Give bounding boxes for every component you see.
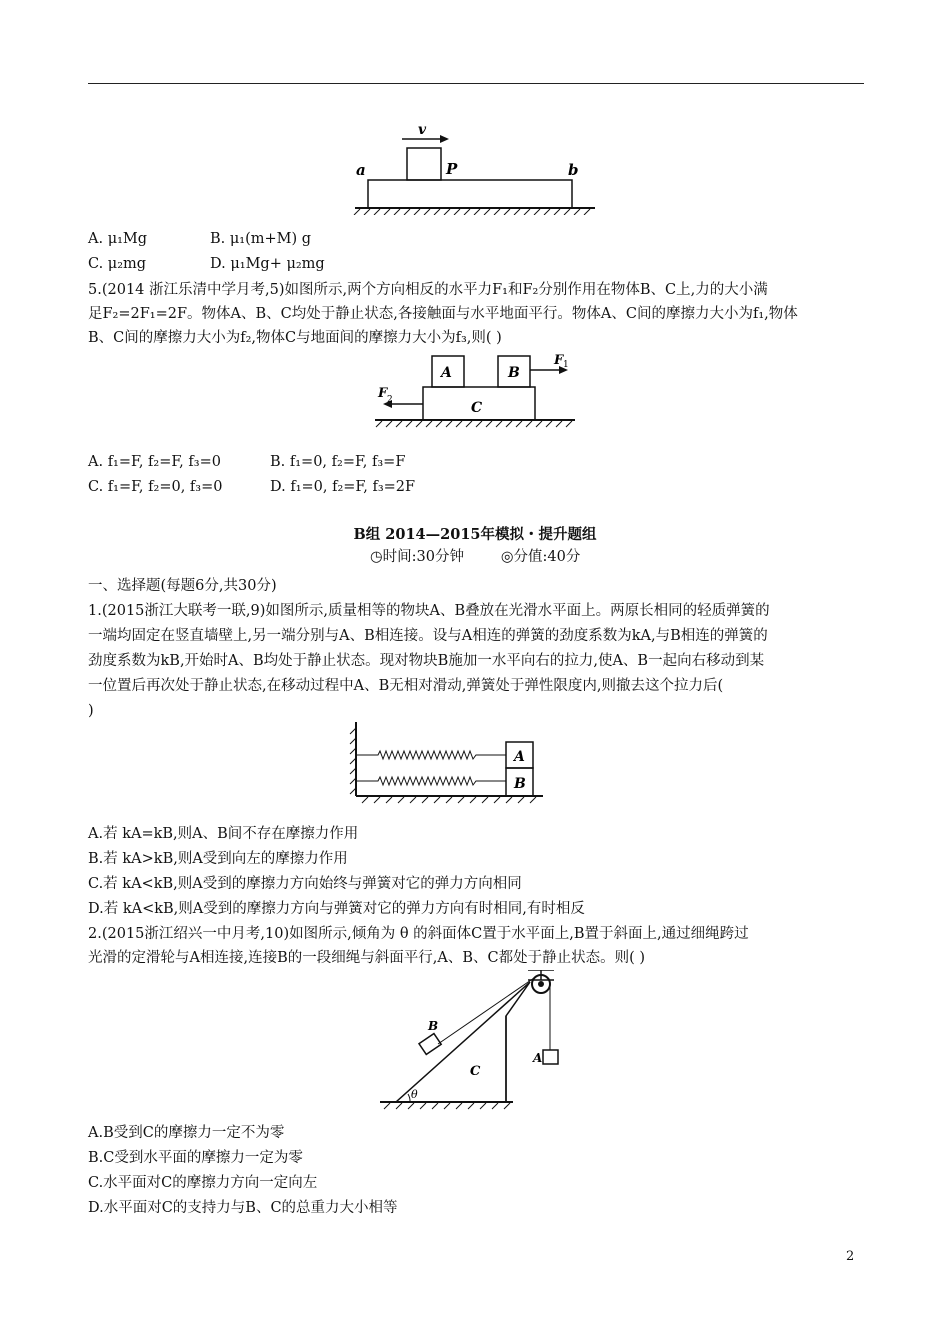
label-c: C	[471, 400, 483, 416]
q1-option-b: B.若 kA>kB,则A受到向左的摩擦力作用	[88, 851, 348, 867]
q1-option-a: A.若 kA=kB,则A、B间不存在摩擦力作用	[88, 826, 359, 842]
label-c: C	[470, 1064, 481, 1079]
q1-line-3: 劲度系数为kB,开始时A、B均处于静止状态。现对物块B施加一水平向右的拉力,使A、B一起向右移动到某	[88, 653, 765, 669]
block-a	[543, 1050, 558, 1064]
page-number: 2	[846, 1249, 855, 1264]
q5-option-b: B. f₁=0, f₂=F, f₃=F	[270, 454, 406, 470]
header-rule	[88, 83, 864, 84]
figure-springs	[348, 720, 548, 805]
label-a: A	[514, 749, 525, 765]
block-b	[419, 1034, 441, 1055]
q4-option-c: C. μ₂mg	[88, 256, 147, 272]
label-b: b	[568, 161, 579, 179]
spring-a	[356, 751, 506, 759]
label-a: A	[441, 365, 452, 381]
q2-option-d: D.水平面对C的支持力与B、C的总重力大小相等	[88, 1200, 398, 1216]
q2-option-b: B.C受到水平面的摩擦力一定为零	[88, 1150, 303, 1166]
block-p	[407, 148, 441, 180]
figure-incline-pulley	[378, 970, 578, 1110]
q1-option-c: C.若 kA<kB,则A受到的摩擦力方向始终与弹簧对它的弹力方向相同	[88, 876, 522, 892]
label-v: v	[418, 122, 427, 138]
label-f2: F	[378, 386, 388, 401]
q5-option-d: D. f₁=0, f₂=F, f₃=2F	[270, 479, 416, 495]
section-title: B组 2014—2015年模拟・提升题组	[353, 526, 597, 543]
q5-line-2: 足F₂=2F₁=2F。物体A、B、C均处于静止状态,各接触面与水平地面平行。物体A、C间的摩擦力大小为f₁,物体	[88, 306, 798, 322]
label-b: B	[428, 1019, 439, 1033]
label-f2-sub: 2	[387, 395, 393, 405]
q1-line-4: 一位置后再次处于静止状态,在移动过程中A、B无相对滑动,弹簧处于弹性限度内,则撤去这个拉力后(	[88, 678, 724, 694]
q2-line-1: 2.(2015浙江绍兴一中月考,10)如图所示,倾角为 θ 的斜面体C置于水平面上,B置于斜面上,通过细绳跨过	[88, 926, 749, 942]
q1-line-5: )	[88, 703, 94, 719]
spring-b	[356, 777, 506, 785]
section-score: 分值:40分	[513, 549, 581, 565]
label-f1: F	[554, 353, 564, 368]
q4-option-d: D. μ₁Mg+ μ₂mg	[210, 256, 325, 272]
part1-heading: 一、选择题(每题6分,共30分)	[88, 578, 277, 594]
q5-option-a: A. f₁=F, f₂=F, f₃=0	[88, 454, 221, 470]
label-b: B	[508, 365, 520, 381]
label-a: A	[533, 1051, 543, 1065]
q1-option-d: D.若 kA<kB,则A受到的摩擦力方向与弹簧对它的弹力方向有时相同,有时相反	[88, 901, 585, 917]
q2-option-a: A.B受到C的摩擦力一定不为零	[88, 1125, 285, 1141]
label-f1-sub: 1	[563, 360, 569, 370]
q2-line-2: 光滑的定滑轮与A相连接,连接B的一段细绳与斜面平行,A、B、C都处于静止状态。则( )	[88, 950, 645, 966]
q5-line-1: 5.(2014 浙江乐清中学月考,5)如图所示,两个方向相反的水平力F₁和F₂分别作用在物体B、C上,力的大小满	[88, 282, 768, 298]
section-meta	[370, 547, 580, 567]
q4-option-b: B. μ₁(m+M) g	[210, 231, 312, 247]
label-p: P	[446, 160, 458, 178]
q5-line-3: B、C间的摩擦力大小为f₂,物体C与地面间的摩擦力大小为f₃,则( )	[88, 330, 502, 346]
label-theta: θ	[411, 1088, 418, 1101]
q2-option-c: C.水平面对C的摩擦力方向一定向左	[88, 1175, 318, 1191]
clock-icon: ◷	[370, 549, 383, 565]
label-b: B	[514, 776, 526, 792]
q5-option-c: C. f₁=F, f₂=0, f₃=0	[88, 479, 223, 495]
board	[368, 180, 572, 208]
q1-line-1: 1.(2015浙江大联考一联,9)如图所示,质量相等的物块A、B叠放在光滑水平面上。两原长相同的轻质弹簧的	[88, 603, 770, 619]
q1-line-2: 一端均固定在竖直墙壁上,另一端分别与A、B相连接。设与A相连的弹簧的劲度系数为kA,与B相连的弹簧的	[88, 628, 768, 644]
target-icon: ◎	[500, 549, 514, 565]
section-time: 时间:30分钟	[382, 549, 464, 565]
figure-block-on-board	[350, 120, 600, 215]
figure-stacked-blocks	[370, 350, 580, 430]
q4-option-a: A. μ₁Mg	[88, 231, 148, 247]
label-a: a	[356, 161, 366, 179]
incline-c	[396, 982, 530, 1102]
